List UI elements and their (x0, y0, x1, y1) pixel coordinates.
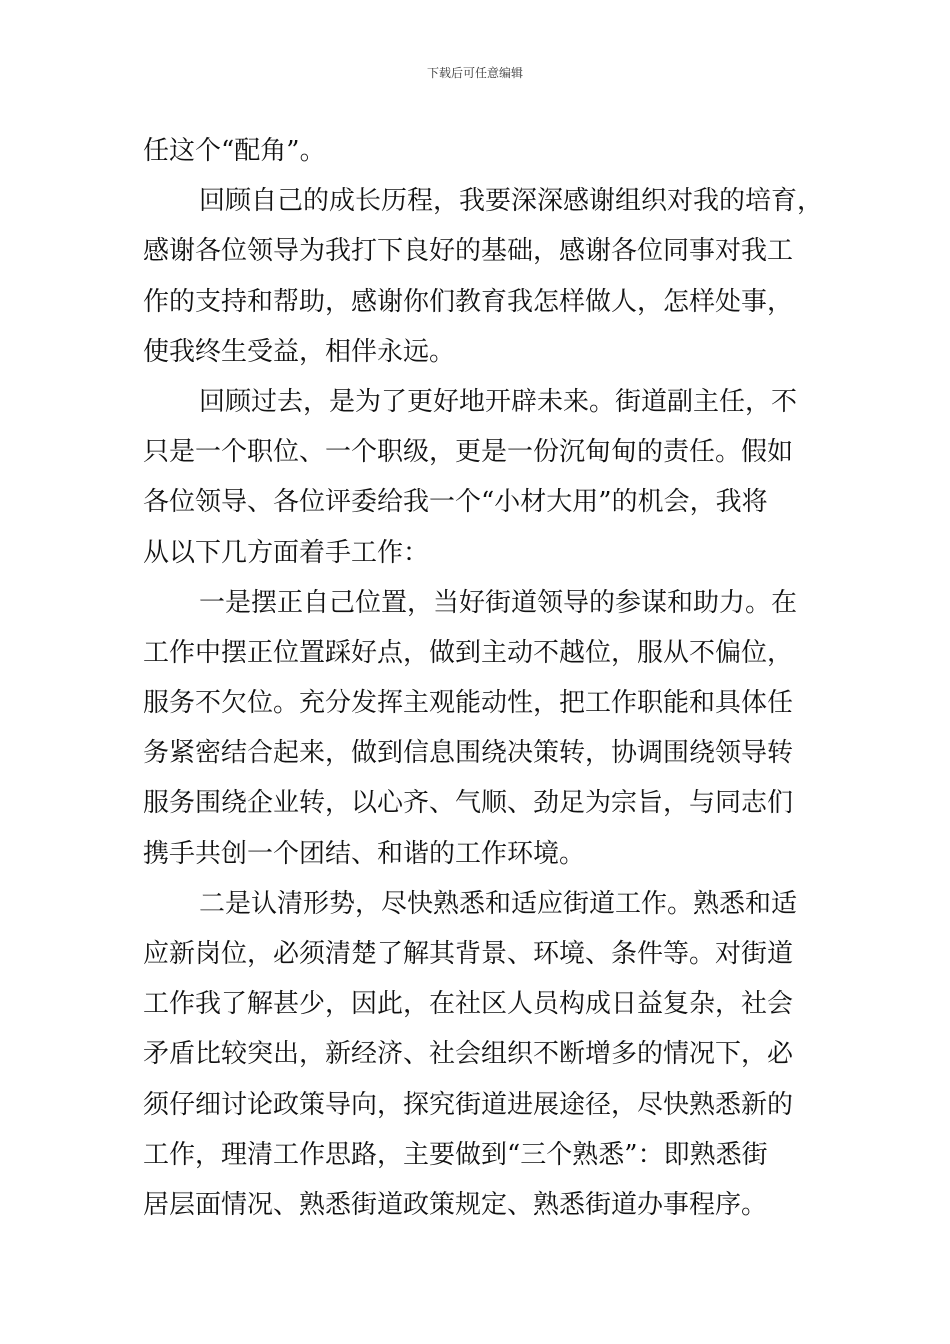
text-line: 工作我了解甚少，因此，在社区人员构成日益复杂，社会 (143, 989, 794, 1020)
text-line: 应新岗位，必须清楚了解其背景、环境、条件等。对街道 (143, 939, 794, 969)
text-line: 工作中摆正位置踩好点，做到主动不越位，服从不偏位， (143, 637, 794, 668)
text-line: 矛盾比较突出，新经济、社会组织不断增多的情况下，必 (143, 1039, 794, 1070)
paragraph-first-line: 一是摆正自己位置，当好街道领导的参谋和助力。在 (199, 587, 798, 618)
text-line: 居层面情况、熟悉街道政策规定、熟悉街道办事程序。 (143, 1189, 768, 1220)
paragraph-first-line: 回顾自己的成长历程，我要深深感谢组织对我的培育， (199, 186, 824, 217)
text-line: 携手共创一个团结、和谐的工作环境。 (143, 838, 586, 869)
paragraph-first-line: 二是认清形势，尽快熟悉和适应街道工作。熟悉和适 (199, 888, 798, 919)
text-line: 各位领导、各位评委给我一个“小材大用”的机会，我将 (143, 487, 768, 518)
text-line: 感谢各位领导为我打下良好的基础，感谢各位同事对我工 (143, 236, 794, 267)
text-line: 从以下几方面着手工作： (143, 537, 430, 568)
text-line: 须仔细讨论政策导向，探究街道进展途径，尽快熟悉新的 (143, 1089, 794, 1120)
text-line: 服务不欠位。充分发挥主观能动性，把工作职能和具体任 (143, 688, 794, 719)
text-line: 工作，理清工作思路，主要做到“三个熟悉”：即熟悉街 (143, 1139, 768, 1170)
text-line: 只是一个职位、一个职级，更是一份沉甸甸的责任。假如 (143, 437, 794, 468)
text-line: 作的支持和帮助，感谢你们教育我怎样做人，怎样处事， (143, 286, 794, 317)
page-header-note: 下载后可任意编辑 (426, 66, 523, 80)
text-line: 任这个“配角”。 (143, 136, 326, 166)
text-line: 服务围绕企业转，以心齐、气顺、劲足为宗旨，与同志们 (143, 788, 794, 819)
paragraph-first-line: 回顾过去，是为了更好地开辟未来。街道副主任，不 (199, 386, 798, 417)
document-body (143, 126, 833, 1230)
text-line: 务紧密结合起来，做到信息围绕决策转，协调围绕领导转 (143, 738, 794, 769)
text-line: 使我终生受益，相伴永远。 (143, 336, 456, 367)
